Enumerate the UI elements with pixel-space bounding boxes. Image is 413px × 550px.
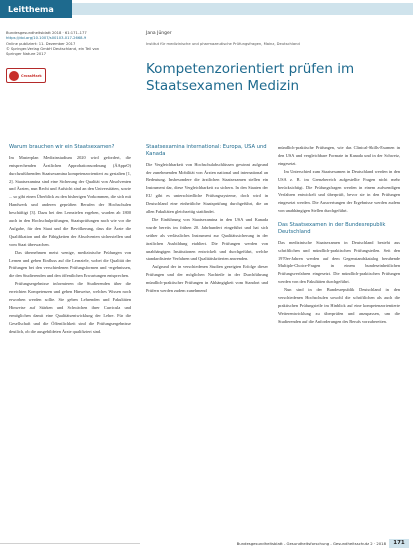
article-title: Kompetenzorientiert prüfen im Staatsexamen Medizin xyxy=(146,61,355,94)
page-footer xyxy=(0,539,413,550)
paragraph: Das übernehmen meist wenige, medizinische Prüfungen von Lernen und geben Einfluss auf die Lernziele, wobei die Qualität der Prüfungen bei den verschiedenen Prüfungsformen und -ergebnissen, die den Studierenden und den öffentlichen Erwartungen entsprechen. xyxy=(9,249,131,279)
author-affiliation: Institut für medizinische und pharmazeutische Prüfungsfragen, Mainz, Deutschland xyxy=(146,42,300,46)
section-heading: Warum brauchen wir ein Staatsexamen? xyxy=(9,144,115,150)
column-2 xyxy=(146,144,268,295)
column-3 xyxy=(278,144,400,326)
journal-citation: Bundesgesundheitsblatt 2018 · 61:171–177 xyxy=(6,31,87,35)
article-meta xyxy=(6,31,106,57)
page-number: 171 xyxy=(389,539,409,548)
header-bar xyxy=(0,0,413,22)
copyright-notice: © Springer-Verlag GmbH Deutschland, ein Teil von Springer Nature 2017 xyxy=(6,46,100,57)
section-tag: Leitthema xyxy=(0,0,72,18)
doi-link[interactable]: https://doi.org/10.1007/s00103-017-2668-9 xyxy=(6,36,87,41)
crossmark-label: CrossMark xyxy=(21,73,42,78)
paragraph: Nun sind in der Bundesrepublik Deutschland in den verschiedenen Hochschulen sowohl die schriftlichen als auch die praktischen Prüfungsteile im Hinblick auf eine kompetenzorientierte Weiterentwicklung zu überprüfen und anzupassen, um die Studierenden auf die Anforderungen des Berufs vorzubereiten. xyxy=(278,287,400,324)
paragraph: mündlich-praktische Prüfungen, wie das Clinical-Skills-Examen in den USA und vergleichbare Formate in Kanada und in der Schweiz, eingesetzt. xyxy=(278,145,400,166)
paragraph: Aufgrund der in verschiedenen Studien gezeigten Erfolge dieser Prüfungen und der möglichen Nachteile in der Durchführung mündlich-praktischer Prüfungen in Abhängigkeit vom Standort und Prüfern werden zudem zunehmend xyxy=(146,264,268,294)
paragraph: Die Vergleichbarkeit von Hochschulabschlüssen gewinnt aufgrund der zunehmenden Mobilität von Ärzten national und international an Bedeutung. Insbesondere die ärztlichen Staatsexamen stellen ein Instrument dar, diese Vergleichbarkeit zu sichern. In den Staaten der EU gibt es unterschiedliche Prüfungssysteme, doch wird in Deutschland eine einheitliche Staatsprüfung durchgeführt, die an allen Fakultäten gleichzeitig stattfindet. xyxy=(146,161,268,215)
paragraph: Im Unterschied zum Staatsexamen in Deutschland werden in den USA z. B. im Grenzbereich aufgestellte Fragen nicht mehr berücksichtigt. Die Prüfungsfragen werden in einem aufwendigen Verfahren entwickelt und überprüft, bevor sie in den Prüfungen eingesetzt werden. Die Auswertungen der Ergebnisse werden zudem von unabhängigen Stellen durchgeführt. xyxy=(278,168,400,214)
footer-journal: Bundesgesundheitsblatt - Gesundheitsforschung - Gesundheitsschutz 2 · 2018 xyxy=(236,541,386,546)
footer-rule xyxy=(0,543,140,544)
section-heading: Staatsexamina international: Europa, USA und Kanada xyxy=(146,144,267,157)
section-heading: Das Staatsexamen in der Bundesrepublik Deutschland xyxy=(278,222,386,235)
author-name: Jana Jünger xyxy=(146,31,172,36)
crossmark-icon xyxy=(9,71,19,81)
paragraph: Im Masterplan Medizinstudium 2020 wird gefordert, die entsprechenden Ärztlichen Approbationsordnung (ÄApprO) durchzuführenden Staatsexamina kompetenzorientiert zu gestalten [1, 2]. Staatsexamina sind eine Sicherung der Qualität von Absolventen und Ärzten, nun Recht und Aufsicht sind an den Universitäten, sowie ... so gibt einen Überblick zu den bisherigen Vorkommen, die sich mit Handwerk und anderen geprüften Berufen der Hochschulen beschäftigt [3]. Dazu bei den Lernzielen ergeben, wurden ab 1800 auch in den Hochschulprüfungen, Staatsprüfungen nach wie vor die Aufgabe, für den Staat und die Bevölkerung, dass die Ärzte die Qualifikation und die Fähigkeiten der Absolventen sicherstellen und vom Staat überwachen. xyxy=(9,154,131,247)
paragraph: Prüfungsergebnisse informieren die Studierenden über die erreichten Kompetenzen und geben Hinweise, welches Wissen noch erworben werden sollte. Sie geben Lehrenden und Fakultäten Hinweise auf Stärken und Schwächen ihrer Curricula und ermöglichen damit eine Qualitätsentwicklung der Lehre. Für die Gesellschaft und die Öffentlichkeit sind die Prüfungsergebnisse deutlich, ob die ausgebildeten Ärzte qualifiziert sind. xyxy=(9,281,131,334)
column-1 xyxy=(9,144,131,336)
paragraph: Das medizinische Staatsexamen in Deutschland besteht aus schriftlichen und mündlich-praktischen Prüfungsteilen. Seit den 1970er-Jahren werden auf dem Gegenstandskatalog beruhende Multiple-Choice-Fragen in einem bundeseinheitlichen Prüfungsverfahren eingesetzt. Die mündlich-praktischen Prüfungen werden von den Fakultäten durchgeführt. xyxy=(278,239,400,285)
crossmark-badge[interactable] xyxy=(6,68,46,83)
online-date: Online publiziert: 11. Dezember 2017 xyxy=(6,41,76,46)
paragraph: Die Einführung von Staatsexamina in den USA und Kanada wurde bereits im frühen 20. Jahrhundert eingeführt und hat sich seither als verlässliches Instrument zur Qualitätssicherung in der ärztlichen Ausbildung etabliert. Die Prüfungen werden von unabhängigen Institutionen entwickelt und durchgeführt, welche standardisierte Verfahren und Qualitätskriterien anwenden. xyxy=(146,216,268,262)
